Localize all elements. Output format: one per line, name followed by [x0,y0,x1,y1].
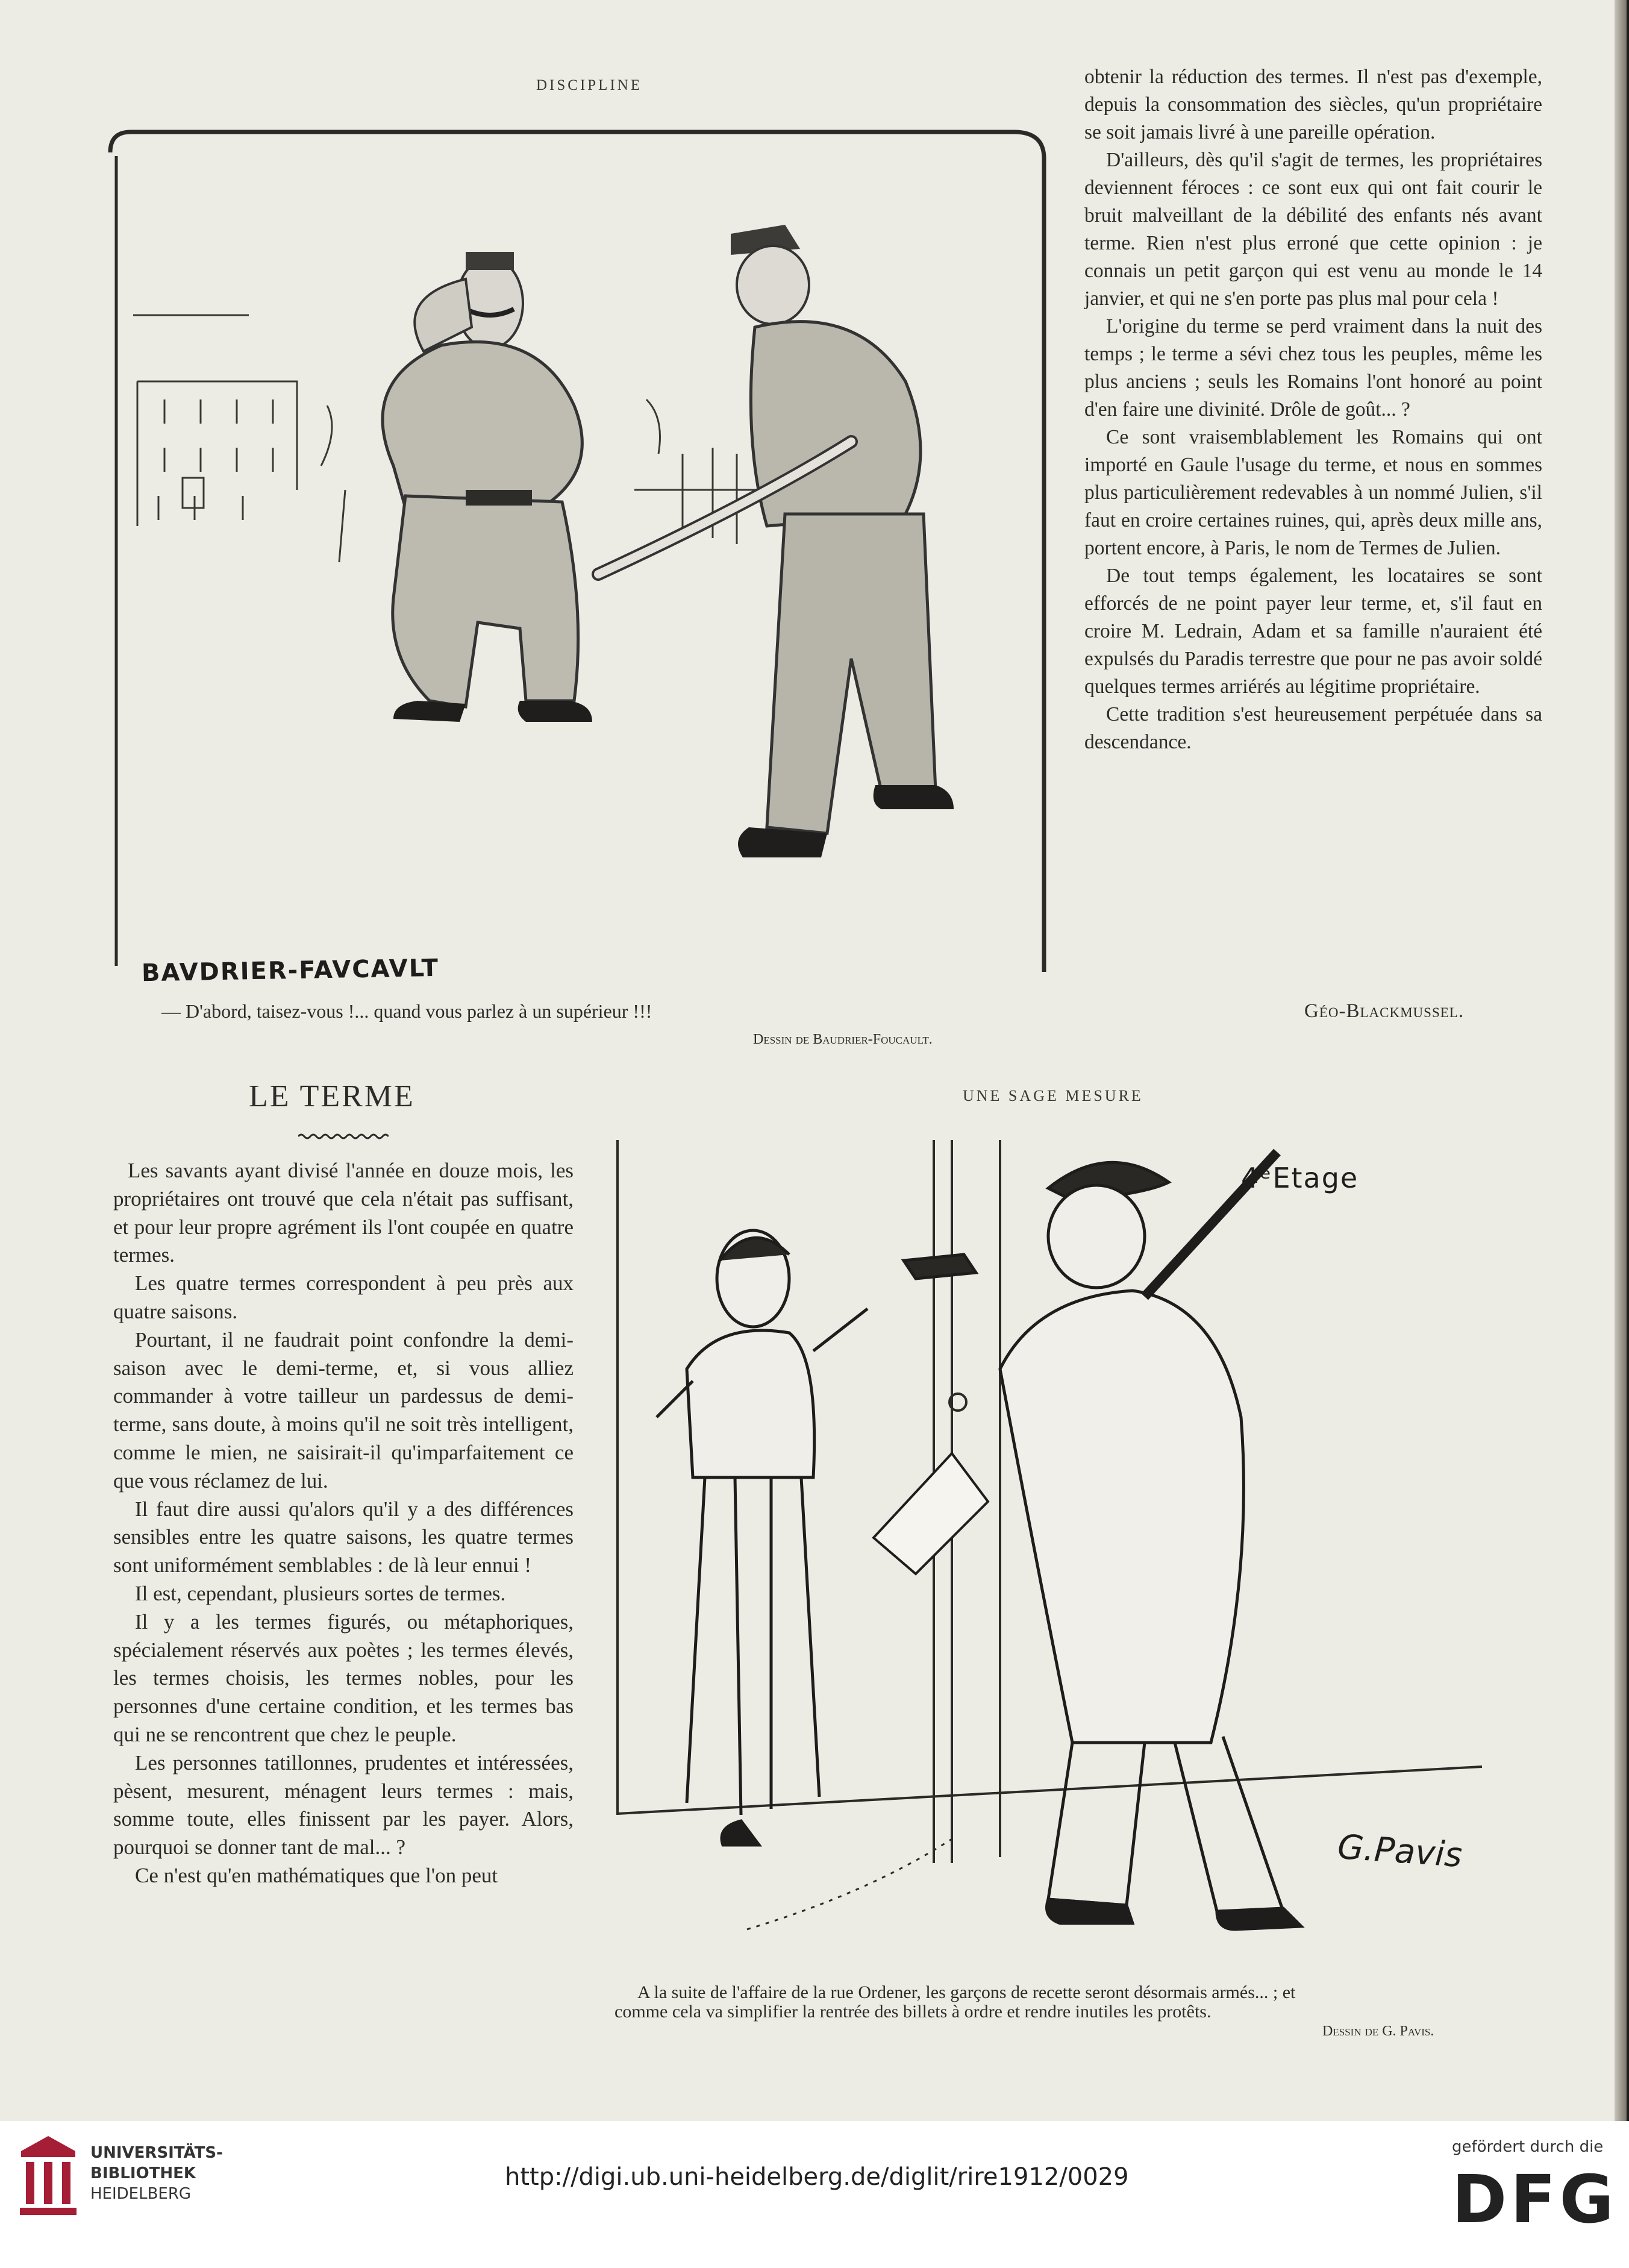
paragraph: Les savants ayant divisé l'année en douze mois, les propriétaires ont trouvé que cela n'était pas suffisant, et pour leur propre agrément ils l'ont coupée en quatre termes. [113,1159,574,1267]
cartoon1-legend: — D'abord, taisez-vous !... quand vous parlez à un supérieur !!! [161,1000,652,1022]
paragraph: obtenir la réduction des termes. Il n'est pas d'exemple, depuis la consommation des siècles, qu'un propriétaire se soit jamais livré à une pareille opération. [1084,66,1542,143]
left-column-text [113,1157,574,1890]
library-name-line: BIBLIOTHEK [90,2164,196,2182]
cartoon2-signature: G.Pavis [1336,1827,1464,1876]
guard-figure [904,1152,1301,1929]
cartoon2-legend-line2: comme cela va simplifier la rentrée des billets à ordre et rendre inutiles les protêts. [614,2002,1212,2022]
source-url-link[interactable]: http://digi.ub.uni-heidelberg.de/diglit/rire1912/0029 [505,2163,1129,2191]
paragraph: Les personnes tatillonnes, prudentes et intéressées, pèsent, mesurent, ménagent leurs termes : mais, somme toute, elles finissent par les payer. Alors, pourquoi se donner tant de mal... ? [113,1750,574,1859]
library-name-line: UNIVERSITÄTS- [90,2144,223,2162]
dfg-logo: DFG [1452,2161,1618,2238]
sergeant-figure [598,225,954,857]
cartoon1-signature: BAVDRIER-FAVCAVLT [141,954,440,988]
right-column-text [1084,63,1542,756]
article-title: LE TERME [249,1079,415,1114]
paragraph: Ce n'est qu'en mathématiques que l'on peut [135,1863,498,1887]
page-edge-shadow [1615,0,1627,2121]
library-name [90,2143,223,2204]
paragraph: Les quatre termes correspondent à peu près aux quatre saisons. [113,1271,574,1323]
university-library-logo-icon [15,2133,81,2223]
paragraph: Ce sont vraisemblablement les Romains qui ont importé en Gaule l'usage du terme, et nous en sommes plus particulièrement redevables à un nommé Julien, s'il faut en croire certaines ruines, qui, après deux mille ans, portent encore, à Paris, le nom de Termes de Julien. [1084,426,1542,559]
paragraph: Il y a les termes figurés, ou métaphoriques, spécialement réservés aux poètes ; les termes élevés, les termes choisis, les termes nobles, pour les personnes d'une certaine condition, et les termes bas qui ne se rencontrent que chez le peuple. [113,1609,574,1746]
cartoon2-credit: Dessin de G. Pavis. [1322,2023,1434,2039]
cartoon2-caption: UNE SAGE MESURE [963,1087,1143,1104]
cartoon2-legend-line1: A la suite de l'affaire de la rue Ordener, les garçons de recette seront désormais armés... ; et [637,1982,1296,2002]
door-sign: 4ᵉEtage [1241,1162,1359,1194]
officer-figure [383,252,592,722]
cartoon1-illustration [104,128,1049,972]
paragraph: Pourtant, il ne faudrait point confondre la demi-saison avec le demi-terme, et, si vous alliez commander à votre tailleur un pardessus de demi-terme, sans doute, à moins qu'il ne soit très intelligent, comme le mien, ne saisirait-il qu'imparfaitement ce que vous réclamez de lui. [113,1327,574,1493]
funding-note: gefördert durch die [1452,2138,1604,2156]
paragraph: Il est, cependant, plusieurs sortes de termes. [135,1581,506,1605]
paragraph: L'origine du terme se perd vraiment dans la nuit des temps ; le terme a sévi chez tous les peuples, même les plus anciens ; seuls les Romains l'ont honoré au point d'en faire une divinité. Drôle de goût... ? [1084,315,1542,421]
cartoon1-credit: Dessin de Baudrier-Foucault. [753,1032,933,1047]
article-author: Géo-Blackmussel. [1304,1000,1465,1022]
cartoon1-caption: DISCIPLINE [536,77,643,93]
library-footer [0,2121,1629,2268]
paragraph: Cette tradition s'est heureusement perpétuée dans sa descendance. [1084,703,1542,753]
title-ornament [298,1133,389,1140]
library-name-line: HEIDELBERG [90,2185,192,2203]
paragraph: D'ailleurs, dès qu'il s'agit de termes, les propriétaires deviennent féroces : ce sont eux qui ont fait courir le bruit malveillant de la débilité des enfants nés avant terme. Rien n'est plus erroné que cette opinion : je connais un petit garçon qui est venu au monde le 14 janvier, et qui ne s'en porte pas plus mal pour cela ! [1084,149,1542,310]
clerk-figure [657,1230,868,1845]
paragraph: Il faut dire aussi qu'alors qu'il y a des différences sensibles entre les quatre saisons, les quatre termes sont uniformément semblables : de là leur ennui ! [113,1497,574,1577]
paragraph: De tout temps également, les locataires se sont efforcés de ne point payer leur terme, et, s'il faut en croire M. Ledrain, Adam et sa famille n'auraient été expulsés du Paradis terrestre que pour ne pas avoir soldé quelques termes arriérés au légitime propriétaire. [1084,565,1542,698]
